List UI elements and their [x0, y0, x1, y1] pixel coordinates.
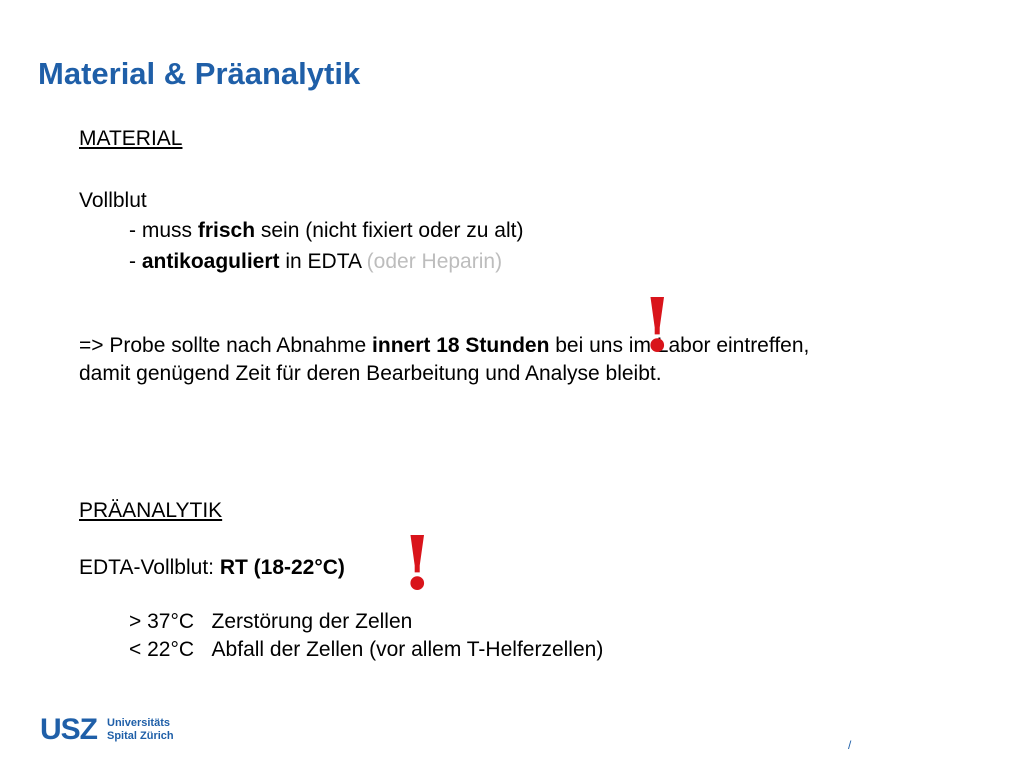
logo-mark: USZ: [40, 713, 97, 746]
temp-description: Zerstörung der Zellen: [211, 610, 413, 633]
material-heading: MATERIAL: [79, 127, 183, 150]
temp-description: Abfall der Zellen (vor allem T-Helferzellen): [211, 638, 604, 661]
usz-logo: [40, 713, 174, 747]
temp-value: < 22°C: [129, 638, 195, 661]
bold-text: innert 18 Stunden: [372, 334, 550, 357]
text-segment: => Probe sollte nach Abnahme: [79, 334, 373, 357]
text-segment: in EDTA: [279, 250, 367, 273]
bold-text: RT (18-22°C): [219, 556, 345, 579]
bold-text: frisch: [197, 219, 256, 242]
text-segment: - muss: [129, 219, 198, 242]
optional-text: (oder Heparin): [366, 250, 503, 273]
warning-exclamation-icon: !: [401, 521, 434, 607]
logo-line: Universitäts: [107, 717, 170, 729]
temp-value: > 37°C: [129, 610, 195, 633]
temp-low-row: [129, 635, 603, 665]
slide-title: Material & Präanalytik: [38, 56, 361, 91]
logo-text: [107, 717, 174, 743]
sample-note-line-1: [79, 331, 809, 361]
footer-slash: /: [848, 738, 852, 752]
logo-line: Spital Zürich: [107, 730, 174, 742]
text-segment: bei uns im Labor eintreffen,: [549, 334, 810, 357]
text-segment: -: [129, 250, 142, 273]
text-segment: EDTA-Vollblut:: [79, 556, 220, 579]
material-item-fresh: [129, 216, 523, 246]
material-item-anticoagulated: [129, 247, 502, 277]
praeanalytik-heading: PRÄANALYTIK: [79, 499, 223, 522]
vollblut-label: Vollblut: [79, 189, 147, 212]
sample-note-line-2: damit genügend Zeit für deren Bearbeitung und Analyse bleibt.: [79, 362, 662, 385]
bold-text: antikoaguliert: [141, 250, 280, 273]
warning-exclamation-icon: !: [641, 283, 674, 369]
edta-temperature: [79, 553, 345, 583]
temp-high-row: [129, 607, 412, 637]
text-segment: sein (nicht fixiert oder zu alt): [255, 219, 524, 242]
